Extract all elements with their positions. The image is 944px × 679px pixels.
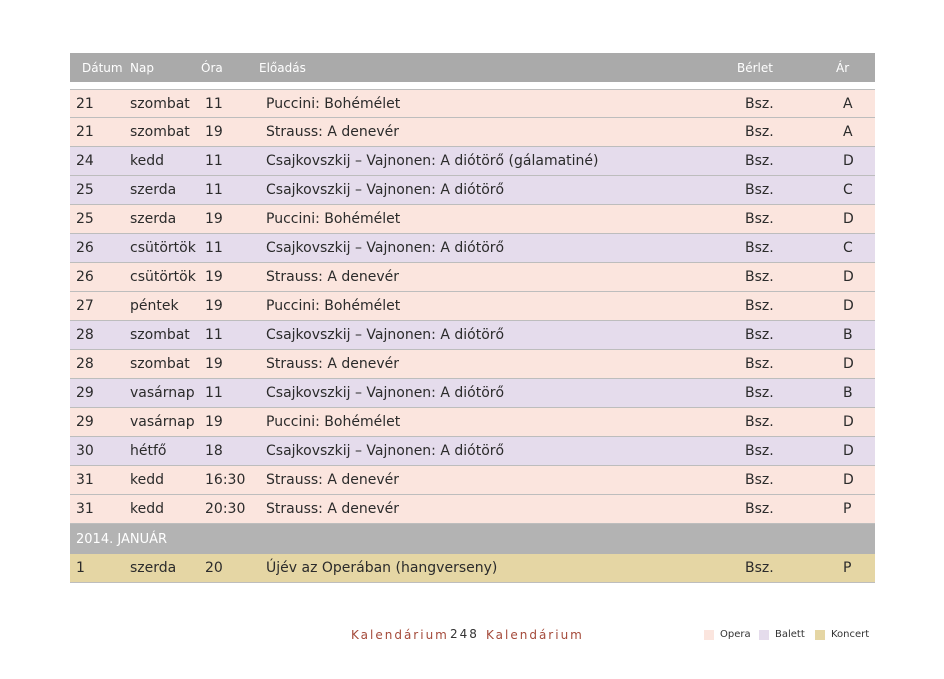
row-title: Puccini: Bohémélet: [266, 211, 401, 227]
row-berlet: Bsz.: [745, 385, 774, 401]
header-time: Óra: [201, 60, 223, 75]
row-time: 19: [205, 414, 223, 430]
row-date: 31: [76, 501, 94, 517]
row-ar: D: [843, 472, 854, 488]
footer-right-label: Kalendárium: [486, 628, 584, 642]
table-row: [70, 234, 875, 263]
row-date: 21: [76, 124, 94, 140]
row-day: vasárnap: [130, 385, 195, 401]
row-title: Újév az Operában (hangverseny): [266, 560, 498, 576]
row-ar: D: [843, 356, 854, 372]
row-berlet: Bsz.: [745, 124, 774, 140]
row-date: 31: [76, 472, 94, 488]
row-date: 26: [76, 269, 94, 285]
row-day: szerda: [130, 211, 177, 227]
row-berlet: Bsz.: [745, 240, 774, 256]
row-ar: C: [843, 240, 853, 256]
row-date: 25: [76, 182, 94, 198]
header-spacer: [70, 82, 875, 89]
program-table: [70, 53, 875, 583]
row-berlet: Bsz.: [745, 472, 774, 488]
legend-balett: [759, 629, 805, 640]
row-time: 16:30: [205, 472, 246, 488]
month-divider: [70, 524, 875, 554]
table-row: [70, 205, 875, 234]
table-row: [70, 292, 875, 321]
table-row: [70, 408, 875, 437]
row-title: Puccini: Bohémélet: [266, 414, 401, 430]
legend-koncert-label: Koncert: [831, 629, 870, 640]
row-title: Csajkovszkij – Vajnonen: A diótörő: [266, 240, 505, 256]
row-title: Strauss: A denevér: [266, 501, 400, 517]
row-date: 26: [76, 240, 94, 256]
row-date: 29: [76, 385, 94, 401]
row-berlet: Bsz.: [745, 327, 774, 343]
row-berlet: Bsz.: [745, 356, 774, 372]
table-row: [70, 89, 875, 118]
header-date: Dátum: [82, 60, 123, 75]
page-number: 248: [450, 627, 479, 641]
row-ar: P: [843, 501, 852, 517]
row-day: szombat: [130, 95, 190, 112]
row-ar: C: [843, 182, 853, 198]
january-rows: [70, 554, 875, 583]
row-date: 28: [76, 356, 94, 372]
row-time: 19: [205, 298, 223, 314]
row-title: Strauss: A denevér: [266, 356, 400, 372]
footer-left-label: Kalendárium: [351, 628, 449, 642]
row-day: kedd: [130, 472, 164, 488]
row-title: Csajkovszkij – Vajnonen: A diótörő: [266, 182, 505, 198]
row-time: 18: [205, 443, 223, 459]
row-title: Strauss: A denevér: [266, 269, 400, 285]
row-title: Csajkovszkij – Vajnonen: A diótörő (gálamatiné): [266, 153, 599, 169]
row-day: hétfő: [130, 443, 167, 459]
row-day: szombat: [130, 327, 190, 343]
row-title: Csajkovszkij – Vajnonen: A diótörő: [266, 385, 505, 401]
table-row: [70, 176, 875, 205]
row-date: 29: [76, 414, 94, 430]
row-berlet: Bsz.: [745, 182, 774, 198]
row-berlet: Bsz.: [745, 95, 774, 112]
table-row: [70, 466, 875, 495]
row-time: 11: [205, 153, 223, 169]
row-berlet: Bsz.: [745, 269, 774, 285]
row-time: 19: [205, 269, 223, 285]
header-title: Előadás: [259, 60, 306, 75]
header-berlet: Bérlet: [737, 60, 773, 75]
row-berlet: Bsz.: [745, 153, 774, 169]
row-date: 30: [76, 443, 94, 459]
row-berlet: Bsz.: [745, 211, 774, 227]
row-ar: D: [843, 443, 854, 459]
row-berlet: Bsz.: [745, 298, 774, 314]
row-time: 11: [205, 327, 223, 343]
legend-koncert: [815, 629, 869, 640]
table-row: [70, 147, 875, 176]
row-time: 19: [205, 211, 223, 227]
table-row: [70, 495, 875, 524]
row-time: 20:30: [205, 501, 246, 517]
row-time: 11: [205, 240, 223, 256]
row-time: 19: [205, 124, 223, 140]
table-row: [70, 379, 875, 408]
header-day: Nap: [130, 60, 154, 75]
row-time: 11: [205, 95, 223, 112]
table-row: [70, 321, 875, 350]
row-time: 11: [205, 182, 223, 198]
row-title: Csajkovszkij – Vajnonen: A diótörő: [266, 443, 505, 459]
table-row: [70, 118, 875, 147]
legend-balett-swatch: [759, 630, 769, 640]
row-day: vasárnap: [130, 414, 195, 430]
row-ar: D: [843, 211, 854, 227]
row-berlet: Bsz.: [745, 560, 774, 576]
table-row: [70, 437, 875, 466]
month-label: 2014. JANUÁR: [76, 531, 168, 547]
row-title: Csajkovszkij – Vajnonen: A diótörő: [266, 327, 505, 343]
row-date: 25: [76, 211, 94, 227]
table-header: [70, 53, 875, 82]
legend-koncert-swatch: [815, 630, 825, 640]
row-ar: A: [843, 95, 853, 112]
row-day: szombat: [130, 356, 190, 372]
row-day: kedd: [130, 153, 164, 169]
row-title: Strauss: A denevér: [266, 472, 400, 488]
legend-opera-label: Opera: [720, 629, 751, 640]
table-row: [70, 350, 875, 379]
row-ar: D: [843, 414, 854, 430]
row-ar: B: [843, 385, 853, 401]
row-ar: D: [843, 298, 854, 314]
row-title: Puccini: Bohémélet: [266, 95, 401, 112]
row-time: 11: [205, 385, 223, 401]
legend-opera-swatch: [704, 630, 714, 640]
row-day: kedd: [130, 501, 164, 517]
row-ar: B: [843, 327, 853, 343]
legend-opera: [704, 629, 751, 640]
row-day: csütörtök: [130, 240, 196, 256]
row-berlet: Bsz.: [745, 501, 774, 517]
row-ar: P: [843, 560, 852, 576]
row-ar: D: [843, 269, 854, 285]
row-day: szerda: [130, 560, 177, 576]
row-day: szombat: [130, 124, 190, 140]
row-day: csütörtök: [130, 269, 196, 285]
row-title: Puccini: Bohémélet: [266, 298, 401, 314]
row-ar: D: [843, 153, 854, 169]
row-date: 1: [76, 560, 85, 576]
row-date: 21: [76, 95, 94, 112]
row-berlet: Bsz.: [745, 443, 774, 459]
december-rows: [70, 89, 875, 524]
row-day: péntek: [130, 298, 179, 314]
row-date: 27: [76, 298, 94, 314]
row-time: 19: [205, 356, 223, 372]
row-day: szerda: [130, 182, 177, 198]
row-berlet: Bsz.: [745, 414, 774, 430]
row-title: Strauss: A denevér: [266, 124, 400, 140]
table-row: [70, 263, 875, 292]
header-ar: Ár: [836, 60, 850, 75]
table-row: [70, 554, 875, 583]
row-time: 20: [205, 560, 223, 576]
row-ar: A: [843, 124, 853, 140]
row-date: 24: [76, 153, 94, 169]
legend-balett-label: Balett: [775, 629, 805, 640]
page-footer: [0, 626, 944, 646]
row-date: 28: [76, 327, 94, 343]
